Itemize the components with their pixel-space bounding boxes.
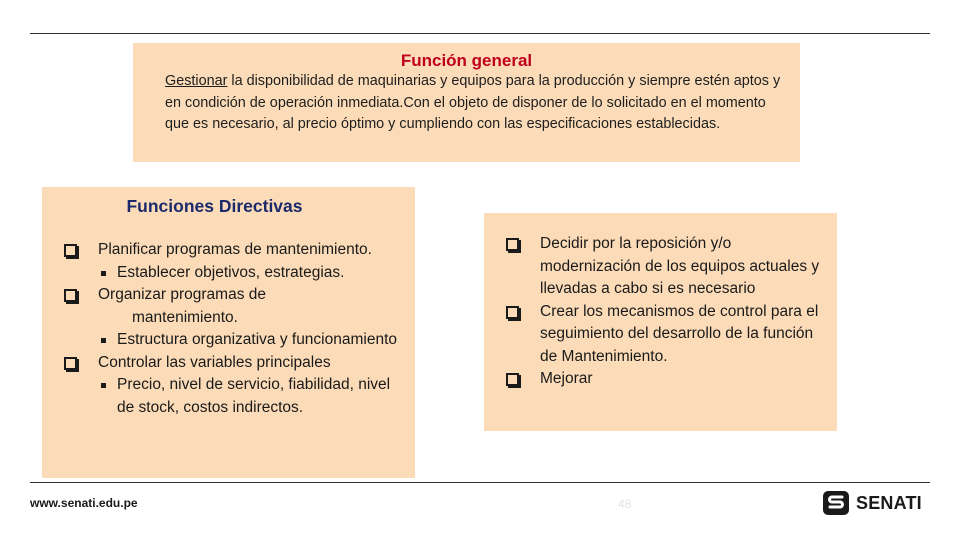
square-bullet-icon [101, 271, 106, 276]
funciones-directivas-box [42, 187, 415, 478]
extra-item-decidir [506, 233, 829, 301]
directivas-item-label: Planificar programas de mantenimiento. [98, 241, 372, 258]
footer-url[interactable]: www.senati.edu.pe [30, 496, 138, 510]
page-number: 48 [618, 497, 632, 511]
top-divider [30, 33, 930, 34]
directivas-item-continuation: mantenimiento. [132, 308, 238, 326]
square-bullet-icon [101, 338, 106, 343]
checkbox-bullet-icon [506, 238, 519, 251]
funcion-general-title: Función general [400, 51, 533, 70]
checkbox-bullet-icon [64, 357, 77, 370]
funciones-adicionales-box [484, 213, 837, 431]
bottom-divider [30, 482, 930, 483]
directivas-subitem-estructura [64, 329, 409, 352]
extra-item-label: Crear los mecanismos de control para el seguimiento del desarrollo de la función de Mantenimiento. [540, 302, 819, 365]
senati-logo-icon [822, 490, 850, 516]
funcion-general-text [165, 71, 786, 136]
directivas-subitem-objetivos [64, 262, 409, 285]
checkbox-bullet-icon [64, 289, 77, 302]
funciones-directivas-title: Funciones Directivas [126, 196, 303, 216]
funcion-general-lead-word: Gestionar [165, 73, 228, 89]
extra-item-label: Decidir por la reposición y/o modernización de los equipos actuales y llevadas a cabo si es necesario [540, 235, 820, 297]
directivas-item-planificar [64, 239, 409, 262]
funcion-general-box [133, 43, 800, 162]
directivas-subitem-label: Precio, nivel de servicio, fiabilidad, nivel de stock, costos indirectos. [117, 376, 391, 416]
directivas-subitem-label: Estructura organizativa y funcionamiento [117, 331, 398, 348]
directivas-subitem-precio [64, 374, 409, 419]
senati-brand [822, 490, 922, 516]
checkbox-bullet-icon [506, 306, 519, 319]
directivas-item-label: Controlar las variables principales [98, 353, 331, 371]
extra-item-mejorar [506, 368, 829, 391]
directivas-item-organizar [64, 284, 409, 307]
brand-name: SENATI [856, 492, 922, 513]
checkbox-bullet-icon [64, 244, 77, 257]
directivas-subitem-label: Establecer objetivos, estrategias. [117, 263, 345, 281]
checkbox-bullet-icon [506, 373, 519, 386]
directivas-item-controlar [64, 352, 409, 375]
directivas-item-label: Organizar programas de [98, 286, 266, 303]
extra-item-label: Mejorar [540, 370, 593, 387]
funcion-general-body: la disponibilidad de maquinarias y equipos para la producción y siempre estén aptos y en condición de operación inmediata.Con el objeto de disponer de lo solicitado en el momento que es necesario, al precio óptimo y cumpliendo con las especificaciones establecidas. [165, 73, 781, 132]
extra-item-crear [506, 301, 829, 369]
square-bullet-icon [101, 383, 106, 388]
